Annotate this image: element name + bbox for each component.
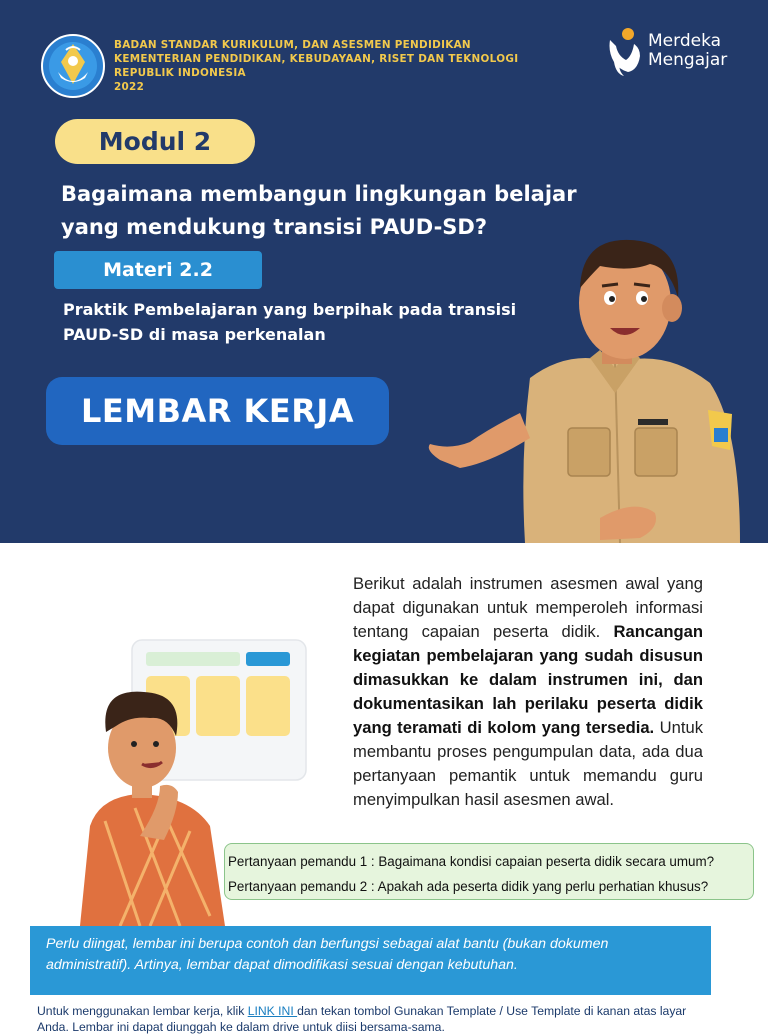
subtitle-line: Praktik Pembelajaran yang berpihak pada transisi (63, 300, 517, 319)
usage-instructions (37, 1003, 757, 1035)
note-line: Perlu diingat, lembar ini berupa contoh dan berfungsi sebagai alat bantu (bukan dokumen (46, 936, 609, 952)
modul-badge: Modul 2 (55, 119, 255, 164)
brand-line1: Merdeka (648, 31, 722, 51)
merdeka-mengajar-wordmark (648, 32, 727, 70)
institution-line: KEMENTERIAN PENDIDIKAN, KEBUDAYAAN, RISET DAN TEKNOLOGI (114, 53, 519, 65)
reminder-note (30, 926, 711, 995)
guiding-question-1: Pertanyaan pemandu 1 : Bagaimana kondisi capaian peserta didik secara umum? (228, 854, 715, 869)
materi-badge: Materi 2.2 (54, 251, 262, 289)
lembar-kerja-banner: LEMBAR KERJA (46, 377, 389, 445)
footer-text-after: dan tekan tombol Gunakan Template / Use Template di kanan atas layar (297, 1004, 687, 1018)
template-link[interactable]: LINK INI (247, 1004, 298, 1018)
footer-line2: Anda. Lembar ini dapat diunggah ke dalam drive untuk diisi bersama-sama. (37, 1020, 445, 1034)
institution-name (114, 38, 518, 94)
footer-text-before: Untuk menggunakan lembar kerja, klik (37, 1004, 248, 1018)
question-line: Bagaimana membangun lingkungan belajar (61, 182, 577, 206)
note-line: administratif). Artinya, lembar dapat dimodifikasi sesuai dengan kebutuhan. (46, 957, 518, 973)
tut-wuri-handayani-logo-icon (40, 34, 106, 98)
intro-text: Berikut adalah instrumen asesmen awal yang dapat digunakan untuk memperoleh informasi tentang capaian peserta didik. (353, 574, 703, 641)
teacher-illustration-icon (420, 228, 760, 543)
bold-instruction: Rancangan kegiatan pembelajaran yang sudah disusun dimasukkan ke dalam instrumen ini, dan dokumentasikan lah perilaku peserta didik yang teramati di kolom yang tersedia. (353, 622, 703, 737)
subtitle-line: PAUD-SD di masa perkenalan (63, 325, 326, 344)
merdeka-mengajar-logo-icon (604, 26, 648, 78)
outro-text: Untuk membantu proses pengumpulan data, ada dua pertanyaan pemantik untuk memandu guru menyimpulkan hasil asesmen awal. (353, 718, 703, 809)
guiding-questions-box (224, 843, 754, 900)
brand-line2: Mengajar (648, 50, 728, 70)
instruction-paragraph (353, 572, 703, 812)
institution-line: BADAN STANDAR KURIKULUM, DAN ASESMEN PENDIDIKAN (114, 39, 471, 51)
question-line: yang mendukung transisi PAUD-SD? (61, 215, 488, 239)
institution-line: REPUBLIK INDONESIA (114, 67, 246, 79)
institution-year: 2022 (114, 81, 145, 93)
guiding-question-2: Pertanyaan pemandu 2 : Apakah ada peserta didik yang perlu perhatian khusus? (228, 879, 709, 894)
footer-line1 (37, 1003, 757, 1019)
